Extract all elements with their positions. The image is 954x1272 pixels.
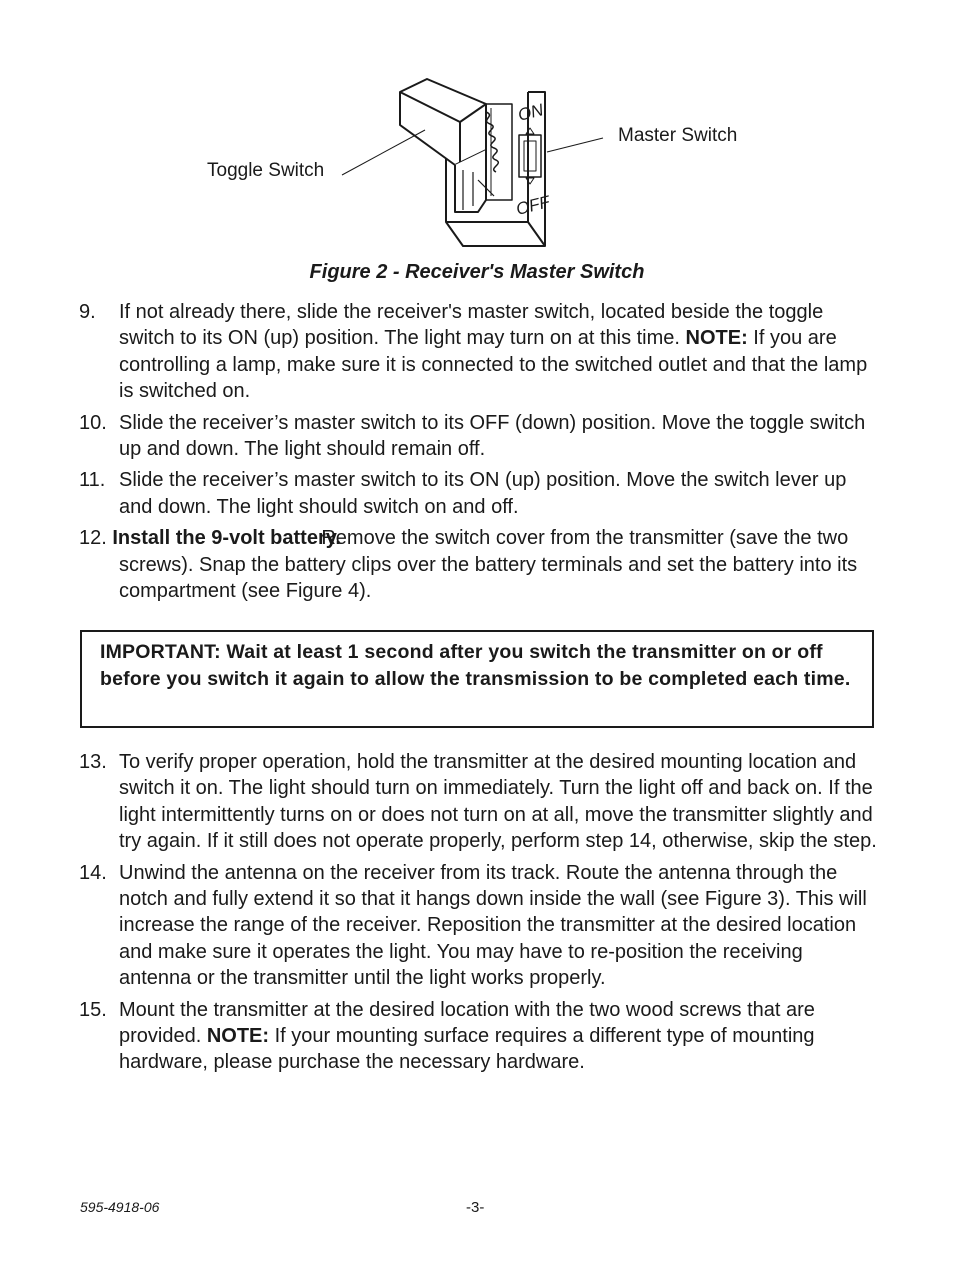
switch-off-marking: OFF [514, 192, 552, 219]
step-item [79, 525, 879, 604]
figure-caption: Figure 2 - Receiver's Master Switch [309, 261, 645, 283]
step-number: 9. [79, 301, 96, 323]
steps-list-a [79, 299, 879, 609]
step-text: Remove the switch cover from the transmitter (save the two screws). Snap the battery clips over the battery terminals and set the battery into its compartment (see Figure 4). [119, 527, 858, 603]
step-number: 13. [79, 751, 107, 773]
steps-list-b [79, 749, 879, 1081]
note-label: NOTE: [206, 1025, 270, 1048]
master-switch-label: Master Switch [618, 125, 738, 146]
step-number: 11. [79, 469, 106, 492]
step-text: Slide the receiver’s master switch to its ON (up) position. Move the switch lever up and down. The light should switch on and off. [119, 469, 847, 518]
receiver-master-switch-illustration [0, 0, 954, 250]
step-item [79, 467, 879, 520]
step-item [79, 860, 879, 992]
step-text: Slide the receiver’s master switch to its OFF (down) position. Move the toggle switch up and down. The light should remain off. [119, 411, 866, 461]
step-text: To verify proper operation, hold the transmitter at the desired mounting location and switch it on. The light should turn on immediately. Turn the light off and back on. If the light intermittently turns on or does not turn on at all, move the transmitter slightly and try again. If it still does not operate properly, perform step 14, otherwise, skip the step. [119, 751, 877, 853]
page-number: -3- [466, 1199, 485, 1216]
note-label: NOTE: [685, 327, 748, 350]
document-number: 595-4918-06 [80, 1199, 160, 1215]
toggle-switch-label: Toggle Switch [207, 160, 325, 181]
step-text: If not already there, slide the receiver's master switch, located beside the toggle switch to its ON (up) position. The light may turn on at this time. NOTE: If you are controlling a lamp, make sure it is connected to the switched outlet and that the lamp is switched on. [119, 301, 868, 403]
step-heading: Install the 9-volt battery. [112, 527, 341, 550]
step-item [79, 299, 879, 405]
important-notice: IMPORTANT: Wait at least 1 second after you switch the transmitter on or off before you switch it again to allow the transmission to be completed each time. [80, 630, 874, 728]
step-item [79, 997, 879, 1076]
step-number: 15. [79, 998, 107, 1021]
switch-on-marking: ON [515, 100, 546, 125]
step-item [79, 410, 879, 463]
step-text: Mount the transmitter at the desired location with the two wood screws that are provided. NOTE: If your mounting surface requires a different type of mounting hardware, please purchase the necessary hardware. [119, 998, 815, 1074]
step-number: 14. [79, 861, 107, 884]
figure-2 [0, 0, 954, 250]
step-number: 12. Install the 9-volt battery. [79, 527, 341, 550]
step-item [79, 749, 879, 855]
step-number: 10. [79, 411, 107, 434]
step-text: Unwind the antenna on the receiver from its track. Route the antenna through the notch and fully extend it so that it hangs down inside the wall (see Figure 3). This will increase the range of the receiver. Reposition the transmitter at the desired location and make sure it operates the light. You may have to re-position the receiving antenna or the transmitter until the light works properly. [119, 861, 867, 990]
